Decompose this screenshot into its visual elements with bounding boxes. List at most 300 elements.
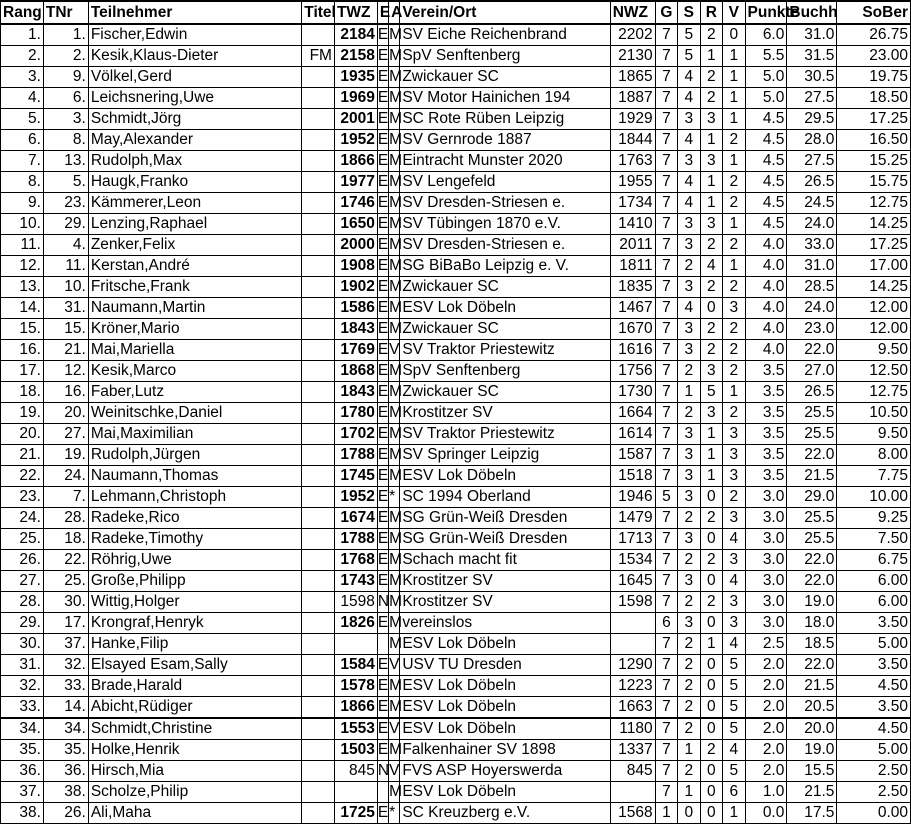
- cell-a: M: [389, 151, 400, 172]
- cell-pun: 4.0: [745, 298, 787, 319]
- cell-twz: 845: [334, 761, 377, 782]
- cell-v: 2: [723, 130, 745, 151]
- cell-s: 2: [678, 655, 700, 676]
- table-row: [1, 634, 911, 655]
- cell-a: *: [389, 487, 400, 508]
- cell-e: E: [377, 508, 388, 529]
- cell-tnr: 7.: [43, 487, 88, 508]
- cell-a: M: [389, 634, 400, 655]
- cell-e: E: [377, 740, 388, 761]
- cell-nwz: 1730: [610, 382, 655, 403]
- cell-twz: 1952: [334, 130, 377, 151]
- cell-s: 3: [678, 235, 700, 256]
- cell-name: Radeke,Rico: [88, 508, 301, 529]
- cell-tnr: 30.: [43, 592, 88, 613]
- cell-s: 3: [678, 613, 700, 634]
- cell-titel: [302, 466, 335, 487]
- cell-a: M: [389, 697, 400, 719]
- cell-g: 6: [655, 613, 677, 634]
- cell-e: E: [377, 550, 388, 571]
- cell-nwz: 2130: [610, 46, 655, 67]
- table-row: [1, 256, 911, 277]
- cell-buchh: 30.5: [787, 67, 837, 88]
- cell-nwz: 1663: [610, 697, 655, 719]
- cell-g: 7: [655, 24, 677, 46]
- cell-sober: 3.50: [837, 655, 911, 676]
- cell-tnr: 17.: [43, 613, 88, 634]
- cell-tnr: 2.: [43, 46, 88, 67]
- cell-r: 0: [700, 782, 722, 803]
- cell-twz: 1650: [334, 214, 377, 235]
- cell-nwz: 1337: [610, 740, 655, 761]
- cell-g: 7: [655, 298, 677, 319]
- cell-a: M: [389, 46, 400, 67]
- cell-s: 3: [678, 319, 700, 340]
- cell-rang: 32.: [1, 676, 44, 697]
- cell-buchh: 21.5: [787, 676, 837, 697]
- header-row: [1, 1, 911, 24]
- cell-sober: 10.50: [837, 403, 911, 424]
- cell-r: 2: [700, 319, 722, 340]
- cell-e: [377, 782, 388, 803]
- cell-name: Faber,Lutz: [88, 382, 301, 403]
- cell-club: SV Eiche Reichenbrand: [400, 24, 610, 46]
- cell-v: 1: [723, 214, 745, 235]
- cell-s: 1: [678, 382, 700, 403]
- cell-r: 3: [700, 403, 722, 424]
- cell-rang: 37.: [1, 782, 44, 803]
- table-row: [1, 424, 911, 445]
- cell-pun: 2.0: [745, 718, 787, 740]
- cell-s: 3: [678, 445, 700, 466]
- cell-pun: 3.0: [745, 529, 787, 550]
- cell-tnr: 4.: [43, 235, 88, 256]
- cell-a: V: [389, 340, 400, 361]
- table-row: [1, 319, 911, 340]
- cell-tnr: 21.: [43, 340, 88, 361]
- cell-r: 3: [700, 151, 722, 172]
- cell-e: E: [377, 613, 388, 634]
- table-row: [1, 740, 911, 761]
- cell-v: 4: [723, 740, 745, 761]
- table-row: [1, 487, 911, 508]
- cell-r: 2: [700, 67, 722, 88]
- cell-sober: 0.00: [837, 803, 911, 824]
- cell-e: E: [377, 361, 388, 382]
- cell-name: Schmidt,Christine: [88, 718, 301, 740]
- cell-twz: 2000: [334, 235, 377, 256]
- cell-buchh: 24.0: [787, 214, 837, 235]
- cell-e: E: [377, 214, 388, 235]
- cell-buchh: 25.5: [787, 529, 837, 550]
- cell-g: 7: [655, 424, 677, 445]
- cell-rang: 20.: [1, 424, 44, 445]
- cell-e: N: [377, 592, 388, 613]
- table-row: [1, 151, 911, 172]
- cell-pun: 4.0: [745, 277, 787, 298]
- cell-e: E: [377, 256, 388, 277]
- cell-rang: 8.: [1, 172, 44, 193]
- cell-tnr: 15.: [43, 319, 88, 340]
- cell-e: [377, 634, 388, 655]
- cell-rang: 18.: [1, 382, 44, 403]
- cell-s: 5: [678, 24, 700, 46]
- cell-sober: 3.50: [837, 697, 911, 719]
- cell-rang: 23.: [1, 487, 44, 508]
- cell-twz: 1553: [334, 718, 377, 740]
- cell-club: SG Grün-Weiß Dresden: [400, 529, 610, 550]
- cell-club: Krostitzer SV: [400, 592, 610, 613]
- cell-tnr: 10.: [43, 277, 88, 298]
- cell-r: 0: [700, 487, 722, 508]
- cell-twz: 1826: [334, 613, 377, 634]
- cell-rang: 14.: [1, 298, 44, 319]
- cell-tnr: 18.: [43, 529, 88, 550]
- cell-titel: [302, 172, 335, 193]
- cell-titel: [302, 655, 335, 676]
- cell-a: M: [389, 193, 400, 214]
- cell-club: Schach macht fit: [400, 550, 610, 571]
- cell-buchh: 21.5: [787, 466, 837, 487]
- cell-e: E: [377, 697, 388, 719]
- table-row: [1, 340, 911, 361]
- cell-r: 1: [700, 466, 722, 487]
- table-row: [1, 761, 911, 782]
- table-row: [1, 803, 911, 824]
- table-row: [1, 613, 911, 634]
- cell-nwz: 1534: [610, 550, 655, 571]
- cell-twz: 1768: [334, 550, 377, 571]
- cell-rang: 6.: [1, 130, 44, 151]
- cell-pun: 3.5: [745, 382, 787, 403]
- table-row: [1, 109, 911, 130]
- cell-v: 5: [723, 761, 745, 782]
- cell-a: M: [389, 88, 400, 109]
- cell-nwz: 1865: [610, 67, 655, 88]
- cell-titel: [302, 424, 335, 445]
- cell-club: SV Lengefeld: [400, 172, 610, 193]
- cell-e: E: [377, 298, 388, 319]
- cell-pun: 3.5: [745, 403, 787, 424]
- cell-a: M: [389, 403, 400, 424]
- cell-s: 2: [678, 634, 700, 655]
- cell-tnr: 11.: [43, 256, 88, 277]
- cell-g: 7: [655, 697, 677, 719]
- table-row: [1, 403, 911, 424]
- cell-pun: 3.0: [745, 487, 787, 508]
- cell-r: 0: [700, 571, 722, 592]
- cell-a: M: [389, 214, 400, 235]
- cell-v: 1: [723, 256, 745, 277]
- header-club: Verein/Ort: [400, 1, 610, 24]
- cell-titel: [302, 193, 335, 214]
- cell-e: E: [377, 193, 388, 214]
- cell-buchh: 21.5: [787, 782, 837, 803]
- cell-club: SpV Senftenberg: [400, 361, 610, 382]
- cell-g: 7: [655, 718, 677, 740]
- cell-twz: 2158: [334, 46, 377, 67]
- cell-twz: 1769: [334, 340, 377, 361]
- cell-twz: 1578: [334, 676, 377, 697]
- cell-e: E: [377, 235, 388, 256]
- cell-pun: 3.0: [745, 508, 787, 529]
- cell-e: E: [377, 24, 388, 46]
- cell-twz: 1743: [334, 571, 377, 592]
- cell-nwz: 1223: [610, 676, 655, 697]
- cell-pun: 5.5: [745, 46, 787, 67]
- cell-nwz: 1614: [610, 424, 655, 445]
- cell-titel: [302, 487, 335, 508]
- table-row: [1, 193, 911, 214]
- cell-pun: 3.0: [745, 550, 787, 571]
- cell-s: 4: [678, 172, 700, 193]
- cell-g: 7: [655, 634, 677, 655]
- cell-buchh: 26.5: [787, 382, 837, 403]
- cell-tnr: 38.: [43, 782, 88, 803]
- cell-v: 2: [723, 172, 745, 193]
- cell-twz: 1843: [334, 319, 377, 340]
- cell-v: 2: [723, 235, 745, 256]
- cell-titel: [302, 445, 335, 466]
- cell-tnr: 26.: [43, 803, 88, 824]
- cell-nwz: 1479: [610, 508, 655, 529]
- cell-v: 4: [723, 529, 745, 550]
- cell-tnr: 32.: [43, 655, 88, 676]
- cell-buchh: 22.0: [787, 550, 837, 571]
- cell-buchh: 18.5: [787, 634, 837, 655]
- cell-pun: 3.0: [745, 592, 787, 613]
- cell-nwz: 1568: [610, 803, 655, 824]
- cell-r: 1: [700, 424, 722, 445]
- cell-tnr: 27.: [43, 424, 88, 445]
- table-row: [1, 592, 911, 613]
- cell-nwz: 1670: [610, 319, 655, 340]
- cell-g: 7: [655, 151, 677, 172]
- cell-g: 7: [655, 130, 677, 151]
- cell-name: Schmidt,Jörg: [88, 109, 301, 130]
- cell-name: Mai,Maximilian: [88, 424, 301, 445]
- cell-name: Rudolph,Jürgen: [88, 445, 301, 466]
- cell-r: 3: [700, 361, 722, 382]
- cell-tnr: 20.: [43, 403, 88, 424]
- cell-v: 3: [723, 445, 745, 466]
- cell-pun: 4.5: [745, 109, 787, 130]
- table-row: [1, 88, 911, 109]
- cell-buchh: 24.5: [787, 193, 837, 214]
- cell-v: 5: [723, 718, 745, 740]
- cell-sober: 12.75: [837, 193, 911, 214]
- table-row: [1, 466, 911, 487]
- cell-tnr: 19.: [43, 445, 88, 466]
- cell-s: 0: [678, 803, 700, 824]
- cell-buchh: 25.5: [787, 403, 837, 424]
- cell-rang: 34.: [1, 718, 44, 740]
- cell-tnr: 13.: [43, 151, 88, 172]
- cell-sober: 17.25: [837, 235, 911, 256]
- cell-r: 0: [700, 613, 722, 634]
- cell-a: M: [389, 256, 400, 277]
- cell-a: M: [389, 67, 400, 88]
- cell-r: 2: [700, 88, 722, 109]
- cell-club: Krostitzer SV: [400, 403, 610, 424]
- cell-name: Brade,Harald: [88, 676, 301, 697]
- cell-sober: 4.50: [837, 718, 911, 740]
- cell-club: Zwickauer SC: [400, 319, 610, 340]
- cell-nwz: 1180: [610, 718, 655, 740]
- cell-twz: 1674: [334, 508, 377, 529]
- cell-name: Naumann,Thomas: [88, 466, 301, 487]
- cell-tnr: 22.: [43, 550, 88, 571]
- cell-rang: 30.: [1, 634, 44, 655]
- cell-buchh: 27.5: [787, 88, 837, 109]
- cell-a: V: [389, 761, 400, 782]
- cell-nwz: 1713: [610, 529, 655, 550]
- cell-rang: 27.: [1, 571, 44, 592]
- cell-rang: 24.: [1, 508, 44, 529]
- cell-rang: 3.: [1, 67, 44, 88]
- cell-pun: 4.5: [745, 130, 787, 151]
- cell-s: 3: [678, 571, 700, 592]
- cell-nwz: 1645: [610, 571, 655, 592]
- cell-s: 3: [678, 277, 700, 298]
- cell-e: E: [377, 130, 388, 151]
- cell-name: Fritsche,Frank: [88, 277, 301, 298]
- cell-tnr: 6.: [43, 88, 88, 109]
- cell-s: 2: [678, 403, 700, 424]
- cell-titel: [302, 130, 335, 151]
- cell-v: 1: [723, 109, 745, 130]
- cell-twz: 1908: [334, 256, 377, 277]
- cell-g: 7: [655, 550, 677, 571]
- cell-buchh: 31.5: [787, 46, 837, 67]
- cell-sober: 4.50: [837, 676, 911, 697]
- cell-tnr: 36.: [43, 761, 88, 782]
- cell-e: E: [377, 424, 388, 445]
- cell-v: 1: [723, 67, 745, 88]
- cell-a: M: [389, 676, 400, 697]
- cell-twz: 1503: [334, 740, 377, 761]
- cell-s: 2: [678, 697, 700, 719]
- cell-club: SV Dresden-Striesen e.: [400, 235, 610, 256]
- cell-tnr: 28.: [43, 508, 88, 529]
- cell-titel: [302, 298, 335, 319]
- cell-r: 0: [700, 298, 722, 319]
- header-r: R: [700, 1, 722, 24]
- cell-g: 7: [655, 508, 677, 529]
- header-v: V: [723, 1, 745, 24]
- cell-nwz: 1887: [610, 88, 655, 109]
- cell-nwz: [610, 782, 655, 803]
- cell-rang: 21.: [1, 445, 44, 466]
- cell-s: 4: [678, 193, 700, 214]
- cell-tnr: 5.: [43, 172, 88, 193]
- cell-pun: 5.0: [745, 67, 787, 88]
- cell-name: Krongraf,Henryk: [88, 613, 301, 634]
- cell-name: Naumann,Martin: [88, 298, 301, 319]
- cell-g: 7: [655, 761, 677, 782]
- cell-sober: 5.00: [837, 740, 911, 761]
- table-row: [1, 361, 911, 382]
- cell-nwz: 1598: [610, 592, 655, 613]
- cell-tnr: 33.: [43, 676, 88, 697]
- cell-twz: 1780: [334, 403, 377, 424]
- cell-s: 2: [678, 718, 700, 740]
- cell-titel: [302, 382, 335, 403]
- cell-v: 5: [723, 655, 745, 676]
- cell-club: SV Gernrode 1887: [400, 130, 610, 151]
- cell-pun: 2.0: [745, 761, 787, 782]
- cell-rang: 5.: [1, 109, 44, 130]
- cell-e: E: [377, 529, 388, 550]
- cell-s: 2: [678, 761, 700, 782]
- cell-rang: 35.: [1, 740, 44, 761]
- cell-r: 2: [700, 508, 722, 529]
- cell-nwz: 1835: [610, 277, 655, 298]
- table-row: [1, 550, 911, 571]
- cell-a: M: [389, 130, 400, 151]
- cell-buchh: 22.0: [787, 571, 837, 592]
- cell-nwz: 1844: [610, 130, 655, 151]
- cell-sober: 5.00: [837, 634, 911, 655]
- cell-tnr: 29.: [43, 214, 88, 235]
- cell-a: M: [389, 24, 400, 46]
- cell-nwz: 1811: [610, 256, 655, 277]
- cell-name: Kesik,Klaus-Dieter: [88, 46, 301, 67]
- cell-v: 0: [723, 24, 745, 46]
- cell-club: SG BiBaBo Leipzig e. V.: [400, 256, 610, 277]
- table-row: [1, 24, 911, 46]
- cell-r: 1: [700, 193, 722, 214]
- cell-a: M: [389, 466, 400, 487]
- table-row: [1, 508, 911, 529]
- cell-club: SV Traktor Priestewitz: [400, 424, 610, 445]
- cell-g: 7: [655, 676, 677, 697]
- cell-rang: 31.: [1, 655, 44, 676]
- cell-sober: 14.25: [837, 277, 911, 298]
- cell-twz: 1843: [334, 382, 377, 403]
- cell-name: Hanke,Filip: [88, 634, 301, 655]
- cell-sober: 23.00: [837, 46, 911, 67]
- cell-rang: 13.: [1, 277, 44, 298]
- cell-a: M: [389, 235, 400, 256]
- cell-pun: 2.0: [745, 676, 787, 697]
- cell-g: 7: [655, 466, 677, 487]
- cell-name: Zenker,Felix: [88, 235, 301, 256]
- table-row: [1, 382, 911, 403]
- cell-name: Hirsch,Mia: [88, 761, 301, 782]
- cell-sober: 3.50: [837, 613, 911, 634]
- cell-buchh: 31.0: [787, 256, 837, 277]
- cell-sober: 15.75: [837, 172, 911, 193]
- cell-titel: [302, 235, 335, 256]
- cell-s: 3: [678, 487, 700, 508]
- cell-buchh: 28.0: [787, 130, 837, 151]
- cell-e: E: [377, 445, 388, 466]
- cell-sober: 7.75: [837, 466, 911, 487]
- cell-g: 7: [655, 277, 677, 298]
- header-titel: Titel: [302, 1, 335, 24]
- cell-twz: 1702: [334, 424, 377, 445]
- cell-g: 7: [655, 193, 677, 214]
- cell-twz: 1746: [334, 193, 377, 214]
- cell-sober: 10.00: [837, 487, 911, 508]
- cell-a: M: [389, 172, 400, 193]
- cell-rang: 4.: [1, 88, 44, 109]
- cell-g: 7: [655, 256, 677, 277]
- cell-v: 2: [723, 277, 745, 298]
- cell-rang: 10.: [1, 214, 44, 235]
- cell-e: E: [377, 151, 388, 172]
